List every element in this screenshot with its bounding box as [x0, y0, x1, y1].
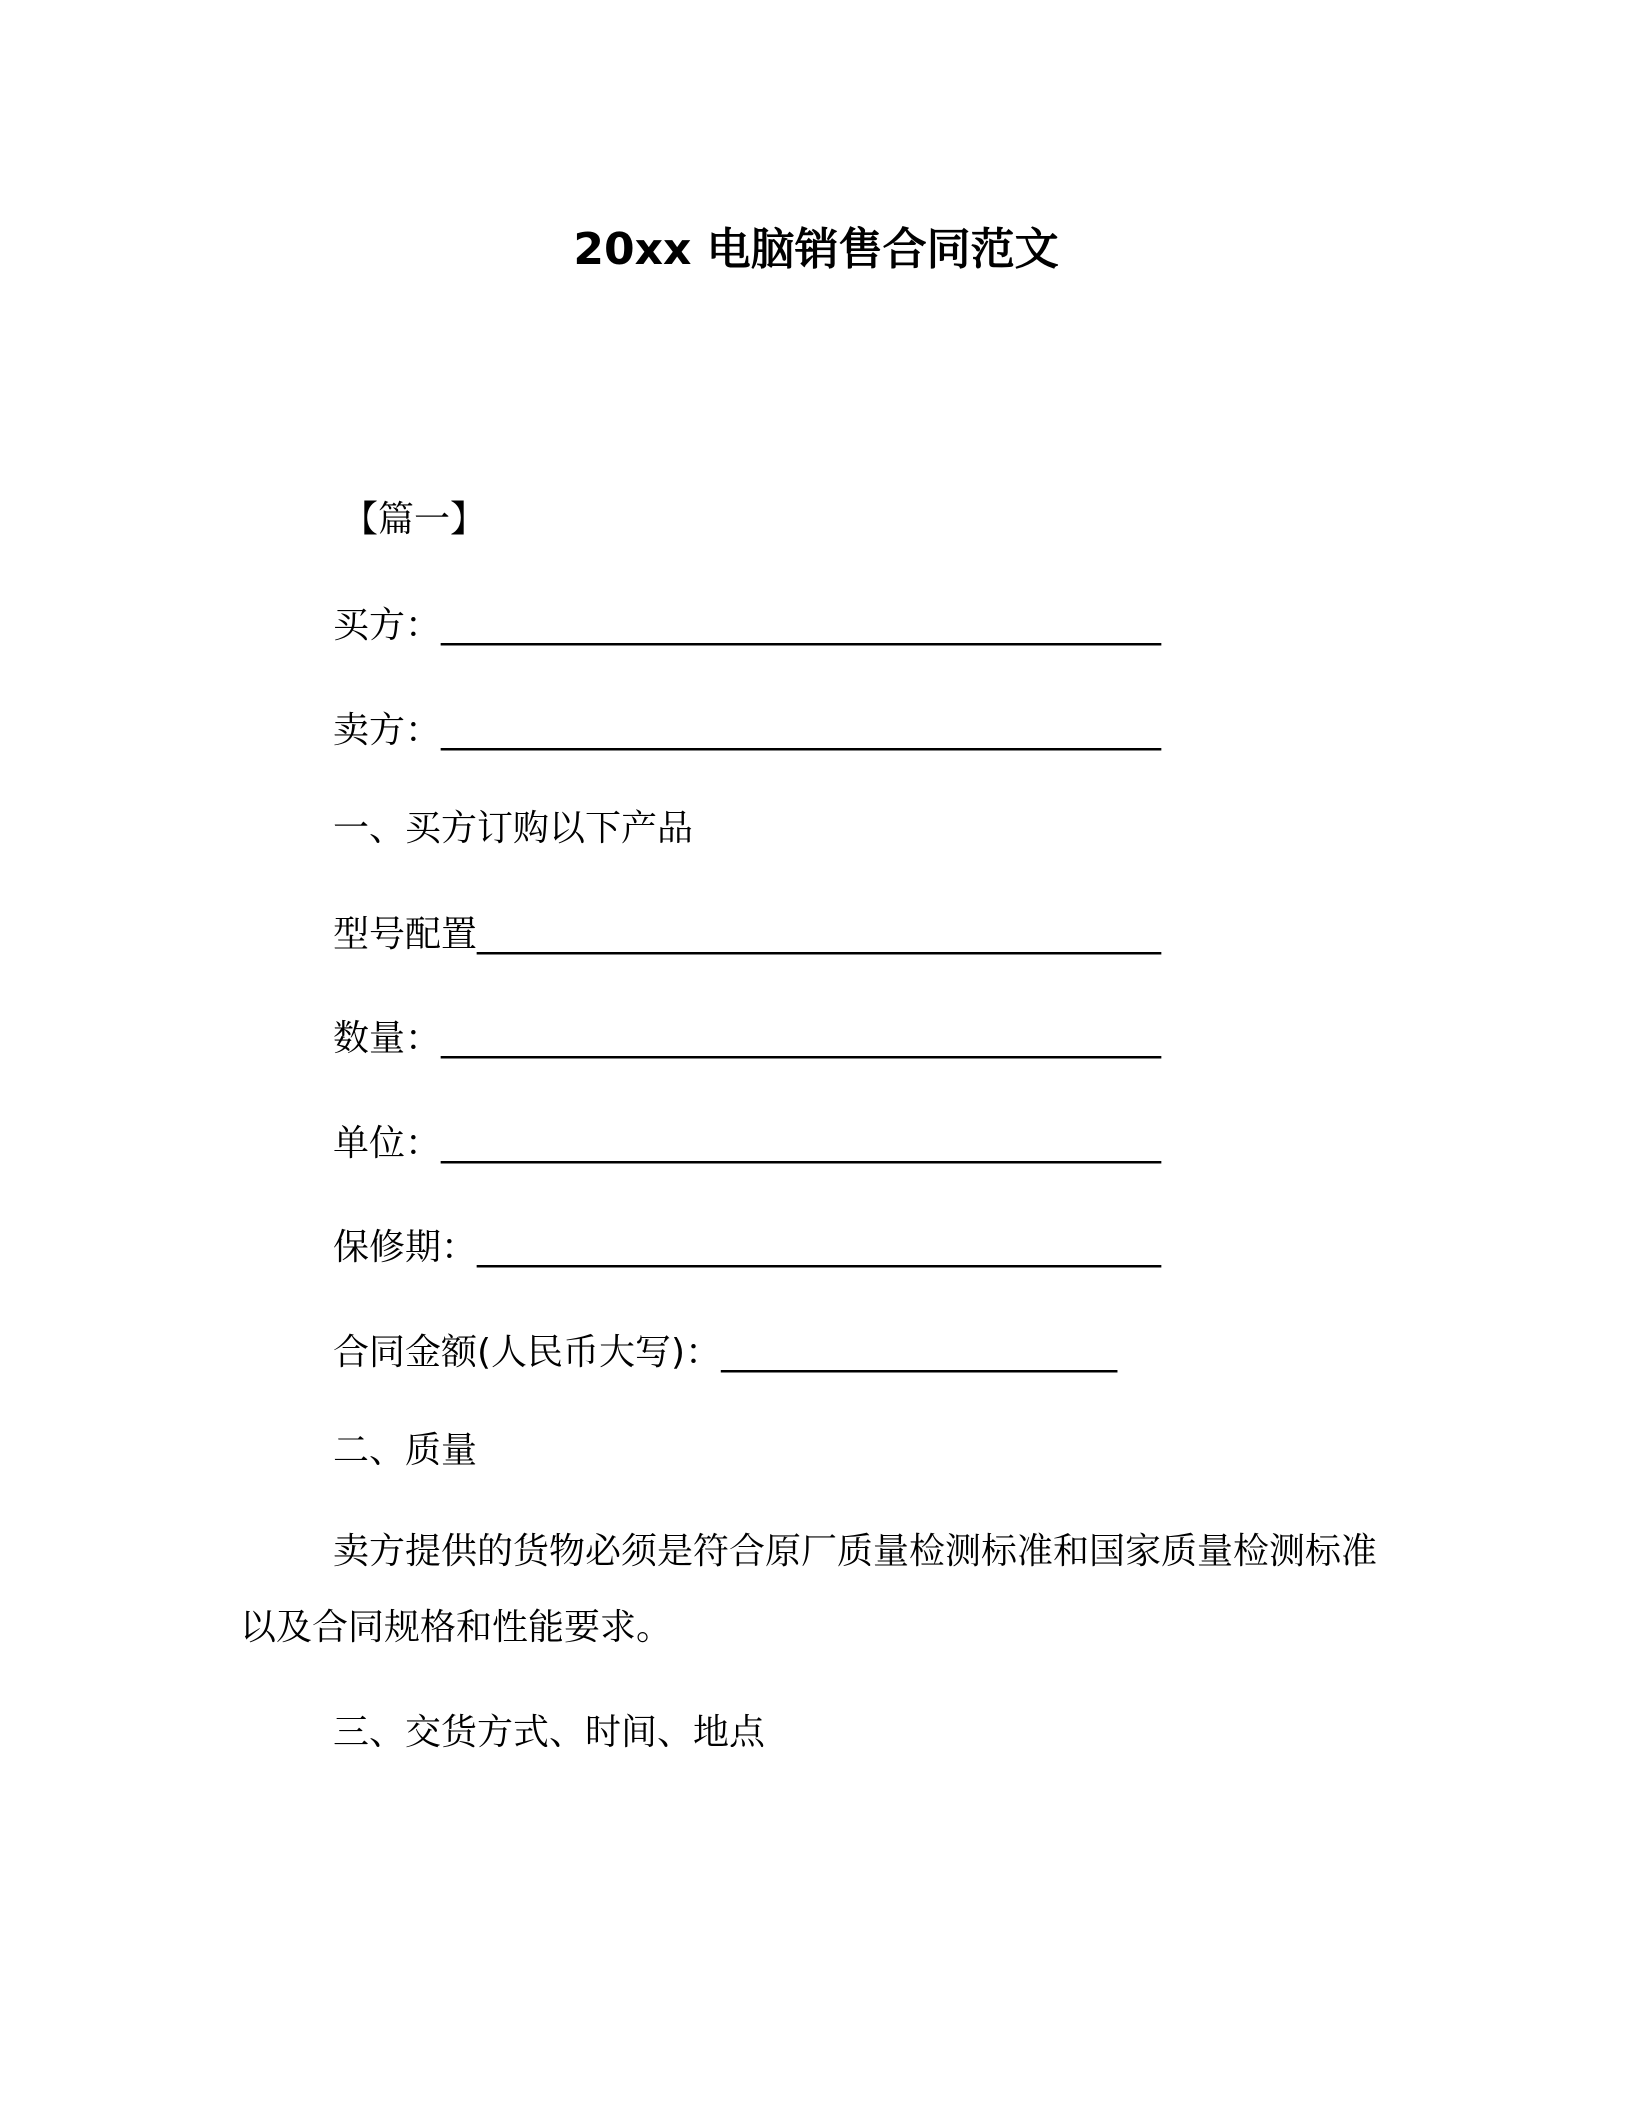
model-config-line: 型号配置______________________________________ [333, 914, 1162, 955]
heading-delivery: 三、交货方式、时间、地点 [333, 1712, 766, 1753]
document-title: 20xx 电脑销售合同范文 [573, 224, 1059, 275]
contract-amount-line: 合同金额(人民币大写)：______________________ [333, 1332, 1118, 1373]
warranty-line: 保修期：______________________________________ [333, 1227, 1162, 1268]
unit-line: 单位：________________________________________ [333, 1123, 1162, 1164]
seller-line: 卖方：________________________________________ [333, 710, 1162, 751]
buyer-line: 买方：________________________________________ [333, 605, 1162, 646]
heading-order-products: 一、买方订购以下产品 [333, 808, 694, 849]
quality-paragraph: 卖方提供的货物必须是符合原厂质量检测标准和国家质量检测标准以及合同规格和性能要求。 [240, 1531, 1378, 1648]
section-label: 【篇一】 [342, 499, 487, 540]
quantity-line: 数量：________________________________________ [333, 1018, 1162, 1059]
heading-quality: 二、质量 [333, 1430, 478, 1471]
